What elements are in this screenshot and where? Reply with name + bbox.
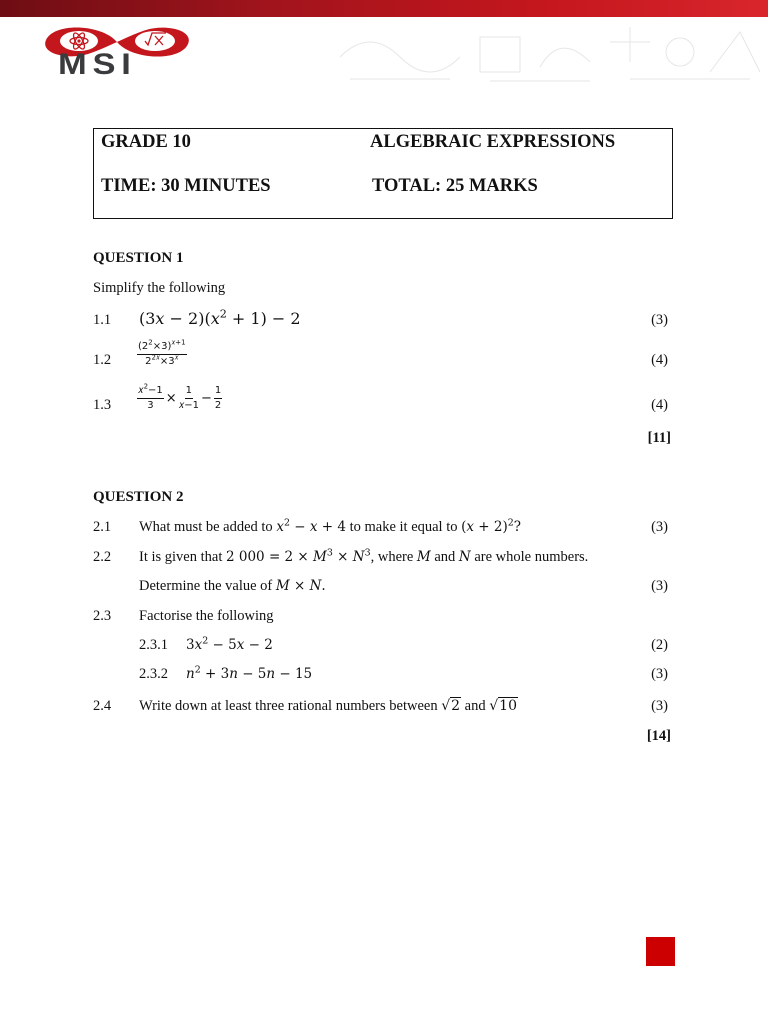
text-segment: and <box>434 549 456 565</box>
math-expression-2-3-2: 𝑛$^2$ + 3𝑛 − 5𝑛 − 15 <box>186 664 313 682</box>
math-inline: 𝑁 <box>458 549 471 565</box>
text-segment: and <box>464 698 486 714</box>
question-2-1-text <box>139 519 521 536</box>
math-expression-1-2: $\frac{(2^2\times 3)^{𝑥+1}}{2^{2𝑥}\times 3^𝑥}$ <box>138 338 186 367</box>
text-segment: are whole numbers. <box>474 549 589 565</box>
math-inline: 𝑀 × 𝑁. <box>275 578 326 594</box>
text-segment: to make it equal to <box>349 519 458 535</box>
question-2-2-line2 <box>139 578 326 595</box>
item-marks: (3) <box>651 698 668 714</box>
footer-red-square <box>646 937 675 966</box>
question-1-total: [11] <box>647 430 671 446</box>
sub-item-number: 2.3.2 <box>139 666 168 682</box>
text-segment: , where <box>370 549 414 565</box>
item-number: 2.3 <box>93 608 112 624</box>
item-marks: (2) <box>651 637 668 653</box>
item-marks: (3) <box>651 578 668 594</box>
question-2-title: QUESTION 2 <box>93 489 184 505</box>
item-number: 2.2 <box>93 549 112 565</box>
math-expression-1-3: $\frac{𝑥^2-1}{3}$ × $\frac{1}{\text{𝑥−1}}$ − $\frac{1}{2}$ <box>138 382 222 411</box>
text-segment: It is given that <box>139 549 223 565</box>
item-marks: (3) <box>651 519 668 535</box>
sqrt-10: √10 <box>489 698 517 714</box>
text-segment: Write down at least three rational numbers between <box>139 698 438 714</box>
math-expression-1-1: (3𝑥 − 2)(𝑥$^2$ + 1) − 2 <box>139 307 301 328</box>
exam-header-box <box>93 128 673 219</box>
text-segment: Determine the value of <box>139 578 273 594</box>
item-marks: (3) <box>651 666 668 682</box>
text-segment: What must be added to <box>139 519 273 535</box>
sqrt-2: √2 <box>441 698 461 714</box>
item-number: 2.1 <box>93 519 112 535</box>
math-inline: 𝑥$^2$ − 𝑥 + 4 <box>276 517 346 535</box>
item-marks: (4) <box>651 352 668 368</box>
item-marks: (3) <box>651 312 668 328</box>
question-1-instruction: Simplify the following <box>93 280 226 296</box>
question-2-total: [14] <box>646 728 671 744</box>
item-number: 1.3 <box>93 397 112 413</box>
question-2-2-text <box>139 549 588 566</box>
math-inline: (𝑥 + 2)$^2$? <box>461 517 522 535</box>
topic-label: ALGEBRAIC EXPRESSIONS <box>370 132 616 152</box>
question-2-4-text <box>139 698 518 715</box>
logo-text: MSI <box>58 48 137 81</box>
item-number: 1.2 <box>93 352 112 368</box>
math-inline: 2 000 = 2 × 𝑀$^3$ × 𝑁$^3$ <box>226 547 371 565</box>
sub-item-number: 2.3.1 <box>139 637 168 653</box>
math-expression-2-3-1: 3𝑥$^2$ − 5𝑥 − 2 <box>186 635 273 653</box>
question-2-3-text: Factorise the following <box>139 608 274 624</box>
top-accent-bar <box>0 0 768 17</box>
question-1-title: QUESTION 1 <box>93 250 184 266</box>
item-number: 2.4 <box>93 698 112 714</box>
item-number: 1.1 <box>93 312 112 328</box>
total-marks-label: TOTAL: 25 MARKS <box>372 176 538 196</box>
watermark-pattern <box>330 17 768 87</box>
math-inline: 𝑀 <box>416 549 431 565</box>
grade-label: GRADE 10 <box>101 132 191 152</box>
time-label: TIME: 30 MINUTES <box>101 176 271 196</box>
item-marks: (4) <box>651 397 668 413</box>
